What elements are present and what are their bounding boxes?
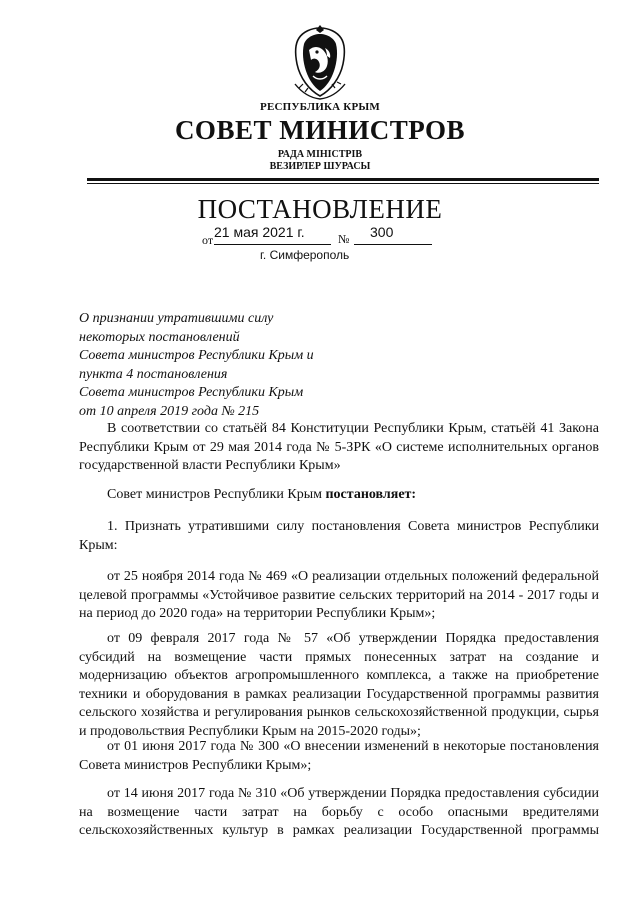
council-title: СОВЕТ МИНИСТРОВ bbox=[174, 115, 466, 145]
paragraph-text: 1. Признать утратившими силу постановления Совета министров Республики Крым: bbox=[79, 519, 599, 553]
paragraph-text: от 25 ноября 2014 года № 469 «О реализации отдельных положений федеральной целевой программы «Устойчивое развитие сельских территорий на 2014 - 2017 годы и на период до 2020 года» на территории Республики Крым»; bbox=[79, 569, 599, 621]
paragraph-resolves bbox=[79, 486, 599, 505]
paragraph-legal-basis bbox=[79, 420, 599, 476]
number-prefix: № bbox=[338, 232, 350, 246]
document-subject bbox=[79, 310, 379, 422]
date-number-line bbox=[202, 224, 432, 246]
document-number: 300 bbox=[370, 224, 394, 240]
city: г. Симферополь bbox=[260, 248, 350, 262]
header-divider-thick bbox=[87, 178, 599, 181]
subject-line: от 10 апреля 2019 года № 215 bbox=[79, 403, 260, 419]
document-date: 21 мая 2021 г. bbox=[214, 224, 305, 240]
subject-line: пункта 4 постановления bbox=[79, 366, 228, 382]
subject-line: некоторых постановлений bbox=[79, 329, 240, 345]
council-title-ukrainian: РАДА МІНІСТРІВ bbox=[277, 149, 363, 160]
resolves-keyword: постановляет: bbox=[325, 487, 417, 502]
subject-line: Совета министров Республики Крым bbox=[79, 385, 304, 401]
subject-line: Совета министров Республики Крым и bbox=[79, 348, 314, 364]
paragraph-repealed-57 bbox=[79, 630, 599, 741]
paragraph-repealed-300 bbox=[79, 738, 599, 775]
crimea-coat-of-arms-emblem bbox=[289, 24, 351, 100]
council-title-crimean-tatar: ВЕЗИРЛЕР ШУРАСЫ bbox=[269, 161, 371, 172]
header-divider-thin bbox=[87, 183, 599, 184]
date-underline bbox=[214, 244, 331, 245]
paragraph-repealed-310 bbox=[79, 785, 599, 841]
paragraph-text: В соответствии со статьёй 84 Конституции Республики Крым, статьёй 41 Закона Республики Крым от 29 мая 2014 года № 5-ЗРК «О системе исполнительных органов государственной власти Республики Крым» bbox=[79, 421, 599, 473]
number-underline bbox=[354, 244, 432, 245]
date-prefix: от bbox=[202, 233, 214, 247]
paragraph-item-1 bbox=[79, 518, 599, 555]
document-type-title: ПОСТАНОВЛЕНИЕ bbox=[197, 194, 443, 224]
paragraph-repealed-469 bbox=[79, 568, 599, 624]
paragraph-text: от 01 июня 2017 года № 300 «О внесении изменений в некоторые постановления Совета министров Республики Крым»; bbox=[79, 739, 599, 773]
republic-name: РЕСПУБЛИКА КРЫМ bbox=[260, 101, 380, 113]
paragraph-text: от 14 июня 2017 года № 310 «Об утверждении Порядка предоставления субсидии на возмещение части затрат на борьбу с особо опасными вредителями сельскохозяйственных культур в рамках реализации Государственной программы bbox=[79, 786, 599, 838]
paragraph-text: Совет министров Республики Крым bbox=[107, 487, 326, 502]
paragraph-text: от 09 февраля 2017 года № 57 «Об утверждении Порядка предоставления субсидий на возмещение части прямых понесенных затрат на создание и модернизацию объектов агропромышленного комплекса, а также на приобретение техники и оборудования в рамках реализации Государственной программы развития сельского хозяйства и регулирования рынков сельскохозяйственной продукции, сырья и продовольствия Республики Крым на 2015-2020 годы»; bbox=[79, 631, 599, 739]
subject-line: О признании утратившими силу bbox=[79, 311, 274, 326]
